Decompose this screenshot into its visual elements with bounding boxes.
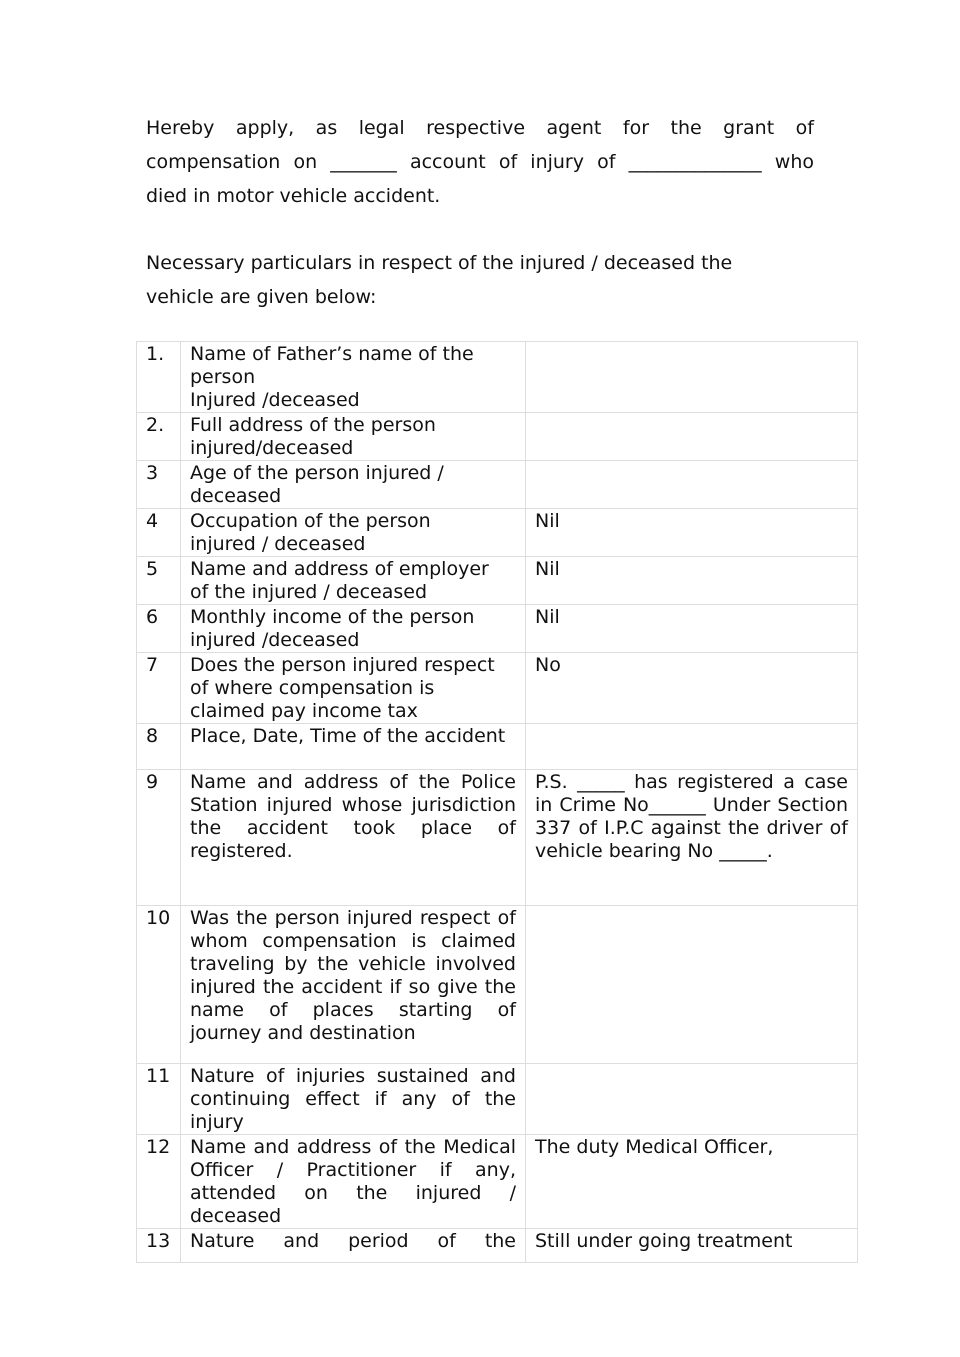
application-line-3: died in motor vehicle accident. [146,185,441,207]
row-value: The duty Medical Officer, [526,1135,858,1229]
row-number: 5 [137,557,181,605]
table-row [137,906,858,1064]
row-description-line: Occupation of the person [190,510,431,532]
row-description-line: Injured /deceased [190,389,360,411]
row-value [526,906,858,1064]
row-description-line: Place, Date, Time of the accident [190,725,506,747]
row-value: Nil [526,605,858,653]
row-description-line: injured/deceased [190,437,354,459]
row-value [526,1064,858,1135]
row-description [181,509,526,557]
row-description [181,461,526,509]
row-description [181,413,526,461]
row-number: 11 [137,1064,181,1135]
row-description-line: Age of the person injured / [190,462,444,484]
table-row [137,557,858,605]
table-row [137,605,858,653]
row-description-line: injured / deceased [190,533,366,555]
row-number: 12 [137,1135,181,1229]
row-number: 6 [137,605,181,653]
row-value: P.S. _____ has registered a case in Crime No______ Under Section 337 of I.P.C against the driver of vehicle bearing No _____. [526,770,858,906]
table-row [137,724,858,770]
particulars-intro-paragraph [146,246,814,314]
row-description-line: Does the person injured respect [190,654,495,676]
row-description-line: Name of Father’s name of the [190,343,474,365]
row-number: 4 [137,509,181,557]
table-row [137,509,858,557]
row-number: 10 [137,906,181,1064]
row-description [181,342,526,413]
row-description-line: Name and address of employer [190,558,489,580]
application-paragraph [146,111,814,213]
row-value [526,461,858,509]
row-number: 8 [137,724,181,770]
row-number: 9 [137,770,181,906]
table-row [137,342,858,413]
table-row [137,1229,858,1263]
table-row [137,413,858,461]
row-value: No [526,653,858,724]
row-description: Nature of injuries sustained and continuing effect if any of the injury [181,1064,526,1135]
row-number: 2. [137,413,181,461]
row-description-line: Full address of the person [190,414,436,436]
particulars-table [136,341,858,1263]
table-row [137,770,858,906]
row-description-line: deceased [190,485,282,507]
row-value: Nil [526,509,858,557]
row-description: Name and address of the Medical Officer / Practitioner if any, attended on the injured / deceased [181,1135,526,1229]
row-number: 3 [137,461,181,509]
table-row [137,1064,858,1135]
row-description-line: person [190,366,256,388]
row-description-line: Monthly income of the person [190,606,475,628]
row-description [181,557,526,605]
row-number: 13 [137,1229,181,1263]
row-description-line: of the injured / deceased [190,581,428,603]
row-description [181,653,526,724]
row-description: Name and address of the Police Station injured whose jurisdiction the accident took place of registered. [181,770,526,906]
row-number: 7 [137,653,181,724]
row-description-line: of where compensation is [190,677,435,699]
row-description [181,724,526,770]
table-row [137,653,858,724]
row-value: Still under going treatment [526,1229,858,1263]
row-description: Nature and period of the [181,1229,526,1263]
row-number: 1. [137,342,181,413]
row-value [526,413,858,461]
row-description: Was the person injured respect of whom compensation is claimed traveling by the vehicle involved injured the accident if so give the name of places starting of journey and destination [181,906,526,1064]
row-description-line: claimed pay income tax [190,700,418,722]
row-value [526,724,858,770]
row-value [526,342,858,413]
application-line-1: Hereby apply, as legal respective agent for the grant of [146,117,814,139]
row-description [181,605,526,653]
row-description-line: injured /deceased [190,629,360,651]
table-row [137,461,858,509]
table-row [137,1135,858,1229]
application-line-2: compensation on _______ account of injury of ______________ who [146,151,814,173]
row-value: Nil [526,557,858,605]
particulars-intro-line-2: vehicle are given below: [146,286,377,308]
particulars-intro-line-1: Necessary particulars in respect of the injured / deceased the [146,252,733,274]
